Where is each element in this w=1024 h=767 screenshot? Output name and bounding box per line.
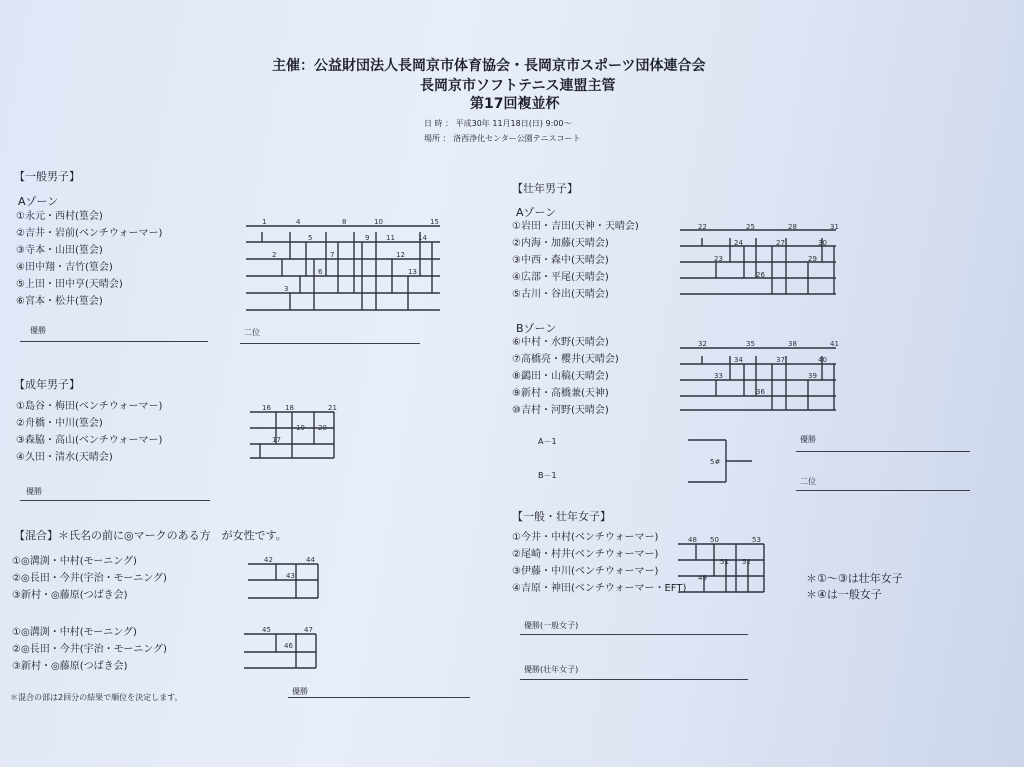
match-number: 33 (714, 372, 723, 380)
match-number: 22 (698, 223, 707, 231)
match-number: 44 (306, 556, 315, 564)
match-number: 6 (318, 268, 323, 276)
match-number: 21 (328, 404, 337, 412)
match-number: 17 (272, 436, 281, 444)
match-number: 19 (296, 424, 305, 432)
bracket-label-a1: A－1 (538, 437, 557, 446)
list-item: ②舟橋・中川(篁会) (16, 418, 103, 429)
list-item: ②◎長田・今井(宇治・モーニング) (12, 644, 167, 655)
list-item: ③伊藤・中川(ベンチウォーマー) (512, 566, 659, 577)
match-number: 45 (262, 626, 271, 634)
match-number: 8 (342, 218, 347, 226)
match-number: 16 (262, 404, 271, 412)
list-item: ①今井・中村(ベンチウォーマー) (512, 532, 659, 543)
list-item: ⑩吉村・河野(天晴会) (512, 405, 609, 416)
match-number: 51 (720, 558, 729, 566)
winner-label: 優勝 (26, 487, 42, 496)
match-number: 39 (808, 372, 817, 380)
list-item: ①永元・西村(篁会) (16, 211, 103, 222)
list-item: ④久田・清水(天晴会) (16, 452, 113, 463)
match-number: 1 (262, 218, 267, 226)
match-number: 15 (430, 218, 439, 226)
match-number: 5# (710, 458, 721, 466)
second-label: 二位 (800, 477, 816, 486)
match-number: 23 (714, 255, 723, 263)
match-number: 2 (272, 251, 277, 259)
list-item: ⑥宮本・松井(篁会) (16, 296, 103, 307)
match-number: 37 (776, 356, 785, 364)
list-item: ⑥中村・水野(天晴会) (512, 337, 609, 348)
match-number: 5 (308, 234, 313, 242)
match-number: 50 (710, 536, 719, 544)
match-number: 38 (788, 340, 797, 348)
match-number: 3 (284, 285, 289, 293)
list-item: ①◎溝渕・中村(モーニング) (12, 556, 137, 567)
match-number: 49 (698, 574, 707, 582)
list-item: ②尾崎・村井(ベンチウォーマー) (512, 549, 659, 560)
bracket-label-b1: B－1 (538, 471, 557, 480)
match-number: 32 (698, 340, 707, 348)
match-number: 26 (756, 271, 765, 279)
list-item: ④広部・平尾(天晴会) (512, 272, 609, 283)
match-number: 29 (808, 255, 817, 263)
list-item: ②◎長田・今井(宇治・モーニング) (12, 573, 167, 584)
match-number: 14 (418, 234, 427, 242)
list-item: ②吉井・岩前(ベンチウォーマー) (16, 228, 163, 239)
list-item: ④吉原・神田(ベンチウォーマー・EFT) (512, 583, 687, 594)
match-number: 25 (746, 223, 755, 231)
match-number: 9 (365, 234, 370, 242)
winner-label: 優勝 (292, 687, 308, 696)
match-number: 13 (408, 268, 417, 276)
list-item: ③寺本・山田(篁会) (16, 245, 103, 256)
list-item: ③新村・◎藤原(つばき会) (12, 590, 128, 601)
joshi-note: ＊④は一般女子 (806, 588, 882, 601)
match-number: 30 (818, 239, 827, 247)
match-number: 42 (264, 556, 273, 564)
match-number: 27 (776, 239, 785, 247)
list-item: ⑤上田・田中亨(天晴会) (16, 279, 123, 290)
match-number: 4 (296, 218, 301, 226)
match-number: 20 (318, 424, 327, 432)
list-item: ⑧鷁田・山稿(天晴会) (512, 371, 609, 382)
match-number: 43 (286, 572, 295, 580)
match-number: 34 (734, 356, 743, 364)
list-item: ③森脇・高山(ベンチウォーマー) (16, 435, 163, 446)
match-number: 10 (374, 218, 383, 226)
winner-label: 優勝 (30, 326, 46, 335)
zone-label: Aゾーン (516, 206, 557, 219)
list-item: ⑦高橋亮・櫻井(天晴会) (512, 354, 619, 365)
list-item: ③新村・◎藤原(つばき会) (12, 661, 128, 672)
section-kongou: 【混合】＊氏名の前に◎マークのある方 が女性です。 (14, 529, 287, 542)
zone-label: Bゾーン (516, 322, 557, 335)
list-item: ③中西・森中(天晴会) (512, 255, 609, 266)
match-number: 48 (688, 536, 697, 544)
list-item: ⑤古川・谷出(天晴会) (512, 289, 609, 300)
match-number: 53 (752, 536, 761, 544)
match-number: 24 (734, 239, 743, 247)
match-number: 47 (304, 626, 313, 634)
match-number: 41 (830, 340, 839, 348)
winner-label-ippan: 優勝(一般女子) (524, 621, 579, 630)
header-place: 場所 ： 洛西浄化センター公園テニスコート (424, 134, 581, 143)
header-title: 第17回複並杯 (470, 96, 560, 112)
match-number: 35 (746, 340, 755, 348)
second-label: 二位 (244, 328, 260, 337)
joshi-note: ＊①～③は壮年女子 (806, 572, 903, 585)
zone-label: Aゾーン (18, 195, 59, 208)
winner-label-sounen: 優勝(壮年女子) (524, 665, 579, 674)
match-number: 11 (386, 234, 395, 242)
header-manager: 長岡京市ソフトテニス連盟主管 (420, 78, 616, 94)
list-item: ⑨新村・高橋兼(天神) (512, 388, 609, 399)
list-item: ②内海・加藤(天晴会) (512, 238, 609, 249)
match-number: 28 (788, 223, 797, 231)
match-number: 7 (330, 251, 335, 259)
match-number: 52 (742, 558, 751, 566)
list-item: ④田中翔・吉竹(篁会) (16, 262, 113, 273)
list-item: ①岩田・吉田(天神・天晴会) (512, 221, 639, 232)
header-organizer: 主催：公益財団法人長岡京市体育協会・長岡京市スポーツ団体連合会 (272, 58, 706, 74)
match-number: 18 (285, 404, 294, 412)
match-number: 12 (396, 251, 405, 259)
section-sounen-danshi: 【壮年男子】 (512, 182, 578, 195)
match-number: 36 (756, 388, 765, 396)
match-number: 46 (284, 642, 293, 650)
match-number: 40 (818, 356, 827, 364)
section-seinen-danshi: 【成年男子】 (14, 378, 80, 391)
kongou-note: ＊混合の部は2回分の結果で順位を決定します。 (10, 693, 183, 702)
section-ippan-danshi: 【一般男子】 (14, 170, 80, 183)
list-item: ①島谷・梅田(ベンチウォーマー) (16, 401, 163, 412)
winner-label: 優勝 (800, 435, 816, 444)
match-number: 31 (830, 223, 839, 231)
header-date: 日 時 ： 平成30年 11月18日(日) 9:00～ (424, 119, 572, 128)
section-joshi: 【一般・壮年女子】 (512, 510, 611, 523)
list-item: ①◎溝渕・中村(モーニング) (12, 627, 137, 638)
